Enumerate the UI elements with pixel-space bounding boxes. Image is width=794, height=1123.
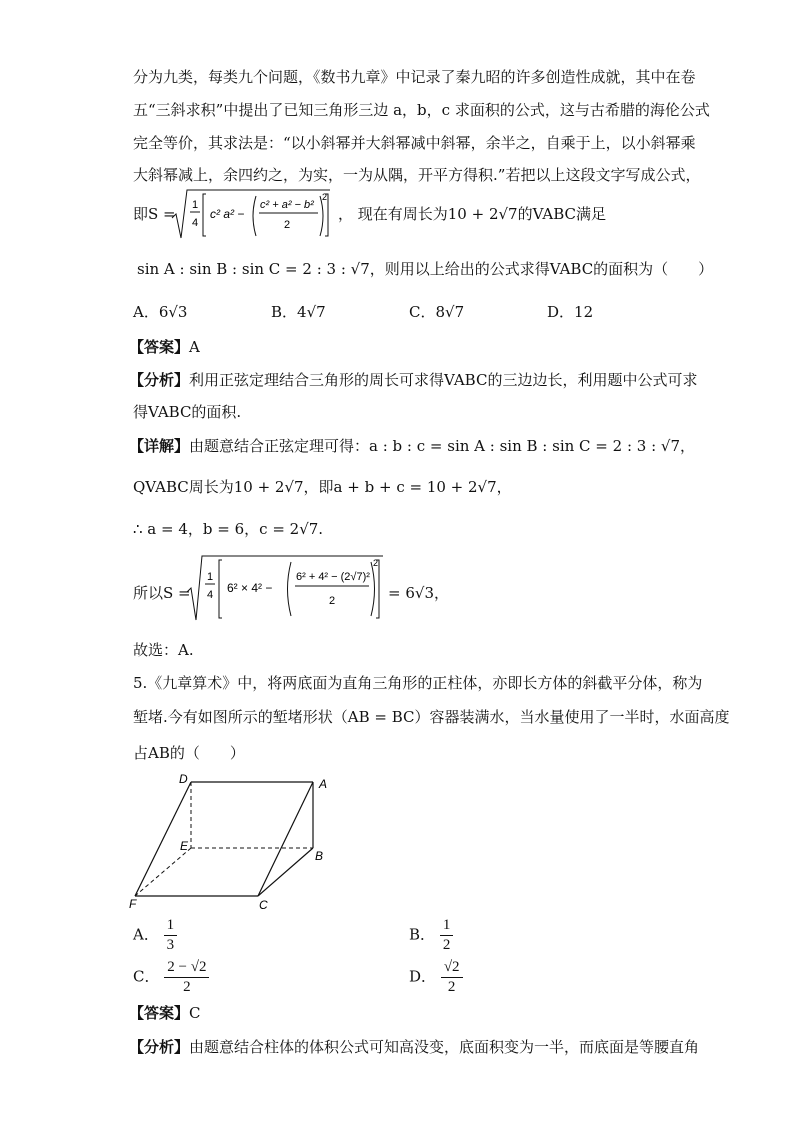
answer-tag: 【答案】: [129, 338, 190, 356]
q4-analysis-line-2: 得VABC的面积.: [133, 403, 242, 421]
svg-text:6² + 4² − (2√7)²: 6² + 4² − (2√7)²: [296, 571, 370, 583]
q4-detail-line-2: QVABC周长为10 + 2√7，即a + b + c = 10 + 2√7，: [133, 478, 512, 496]
label-c: C: [259, 898, 268, 910]
q4-answer: [129, 336, 200, 358]
q4-option-a[interactable]: A．6√3: [133, 303, 188, 321]
q5-text-line-2: 堑堵.今有如图所示的堑堵形状（AB = BC）容器装满水，当水量使用了一半时，水面高度: [133, 708, 730, 726]
q5-option-a[interactable]: [133, 918, 177, 953]
q4-text-line-2: 五“三斜求积”中提出了已知三角形三边 a，b，c 求面积的公式，这与古希腊的海伦公式: [133, 101, 710, 119]
label-a: A: [319, 777, 328, 791]
answer-tag: 【答案】: [129, 1004, 190, 1022]
answer-value: C: [189, 1004, 201, 1022]
detail-text: 由题意结合正弦定理可得：a : b : c = sin A : sin B : sin C = 2 : 3 : √7，: [189, 437, 696, 455]
analysis-text: 利用正弦定理结合三角形的周长可求得VABC的三边边长，利用题中公式可求: [189, 371, 698, 389]
q4-detail-line-1: [129, 435, 695, 457]
option-letter: C．: [133, 967, 160, 986]
q5-analysis-line-1: [129, 1036, 699, 1058]
q4-option-c[interactable]: C．8√7: [409, 303, 465, 321]
svg-text:2: 2: [284, 219, 291, 231]
label-e: E: [180, 839, 189, 853]
svg-text:1: 1: [207, 571, 214, 583]
fraction: $\frac{1}{3}$: [164, 918, 178, 953]
q4-conclusion: 故选：A.: [133, 641, 194, 659]
q4-detail-line-3: ∴ a = 4，b = 6，c = 2√7.: [133, 520, 324, 538]
q5-text-line-3: 占AB的（ ）: [133, 744, 245, 762]
svg-text:2: 2: [373, 558, 379, 568]
q4-formula-tail: ， 现在有周长为10 + 2√7的VABC满足: [338, 205, 607, 223]
q4-option-d[interactable]: D．12: [547, 303, 594, 321]
q5-option-c[interactable]: [133, 960, 209, 995]
detail-tag: 【详解】: [129, 437, 190, 455]
q4-text-line-3: 完全等价，其求法是：“以小斜幂并大斜幂减中斜幂，余半之，自乘于上，以小斜幂乘: [133, 134, 696, 152]
area-calculation: [185, 552, 385, 624]
analysis-tag: 【分析】: [129, 1038, 190, 1056]
q5-answer: [129, 1002, 201, 1024]
svg-text:c² a² −: c² a² −: [210, 207, 245, 221]
answer-value: A: [189, 338, 200, 356]
svg-text:2: 2: [329, 595, 336, 607]
svg-text:4: 4: [207, 589, 214, 601]
q4-detail-4-prefix: 所以S =: [133, 584, 191, 602]
svg-text:2: 2: [322, 192, 328, 202]
q4-text-line-4: 大斜幂减上，余四约之，为实，一为从隅，开平方得积.”若把以上这段文字写成公式，: [133, 166, 701, 184]
qiandu-figure: [125, 770, 335, 910]
svg-text:c² + a² − b²: c² + a² − b²: [260, 199, 314, 211]
q4-detail-4-suffix: = 6√3，: [388, 584, 449, 602]
q4-option-b[interactable]: B．4√7: [271, 303, 326, 321]
svg-text:1: 1: [192, 199, 199, 211]
fraction: $\frac{2 - √2}{2}$: [164, 960, 209, 995]
q5-option-b[interactable]: [409, 918, 453, 953]
fraction: $\frac{1}{2}$: [440, 918, 454, 953]
svg-text:4: 4: [192, 217, 199, 229]
option-letter: B．: [409, 925, 436, 944]
option-letter: D．: [409, 967, 437, 986]
label-d: D: [179, 772, 188, 786]
option-letter: A．: [133, 925, 159, 944]
heron-formula: [170, 186, 332, 242]
fraction: $\frac{√2}{2}$: [441, 960, 463, 995]
q4-analysis-line-1: [129, 369, 697, 391]
analysis-text: 由题意结合柱体的体积公式可知高没变，底面积变为一半，而底面是等腰直角: [189, 1038, 700, 1056]
q4-condition: sin A : sin B : sin C = 2 : 3 : √7，则用以上给出的公式求得VABC的面积为（ ）: [137, 260, 714, 278]
svg-text:6² × 4² −: 6² × 4² −: [227, 581, 273, 595]
q5-option-d[interactable]: [409, 960, 463, 995]
label-f: F: [129, 897, 137, 910]
q4-formula-prefix: 即S =: [133, 205, 176, 223]
label-b: B: [315, 849, 324, 863]
analysis-tag: 【分析】: [129, 371, 190, 389]
q5-text-line-1: 5.《九章算术》中，将两底面为直角三角形的正柱体，亦即长方体的斜截平分体，称为: [133, 674, 703, 692]
q4-text-line-1: 分为九类，每类九个问题，《数书九章》中记录了秦九昭的许多创造性成就，其中在卷: [133, 68, 696, 86]
